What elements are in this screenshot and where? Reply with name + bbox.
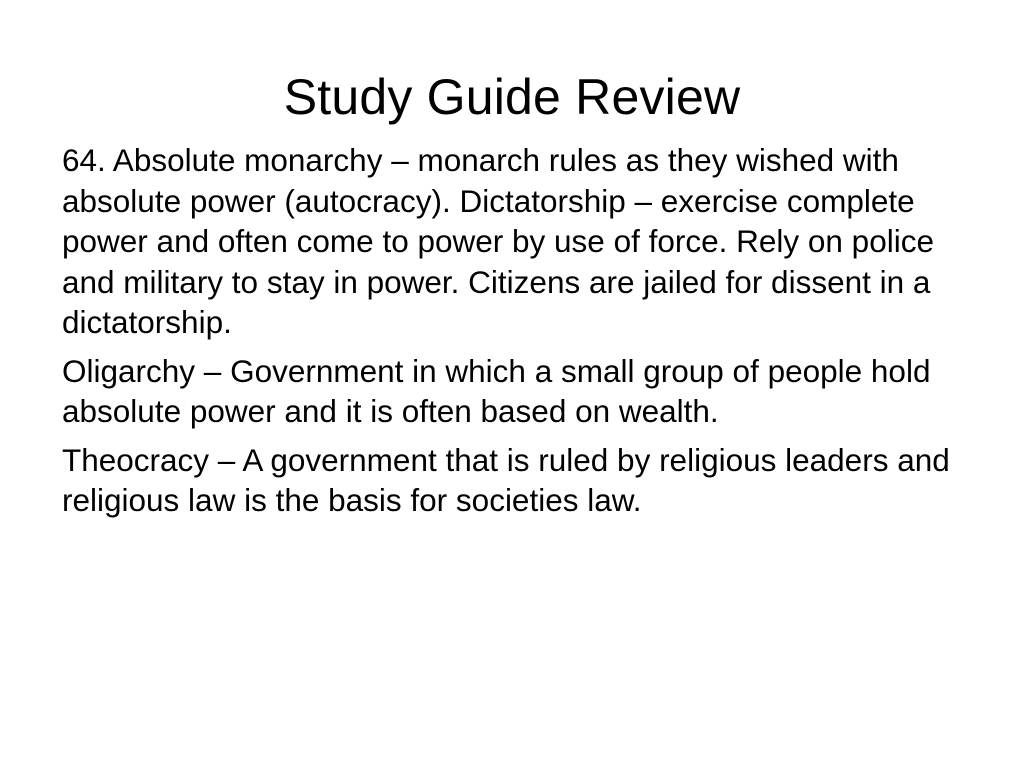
- paragraph-oligarchy: Oligarchy – Government in which a small group of people hold absolute power and it is often based on wealth.: [62, 352, 931, 429]
- slide-title: Study Guide Review: [283, 69, 741, 125]
- slide-body: [62, 140, 972, 529]
- paragraph-absolute-monarchy-dictatorship: 64. Absolute monarchy – monarch rules as they wished with absolute power (autocracy). Dictatorship – exercise complete power and often come to power by use of force. Rely on police and military to stay in power. Citizens are jailed for dissent in a dictatorship.: [62, 142, 934, 340]
- paragraph-theocracy: Theocracy – A government that is ruled by religious leaders and religious law is the basis for societies law.: [62, 441, 950, 518]
